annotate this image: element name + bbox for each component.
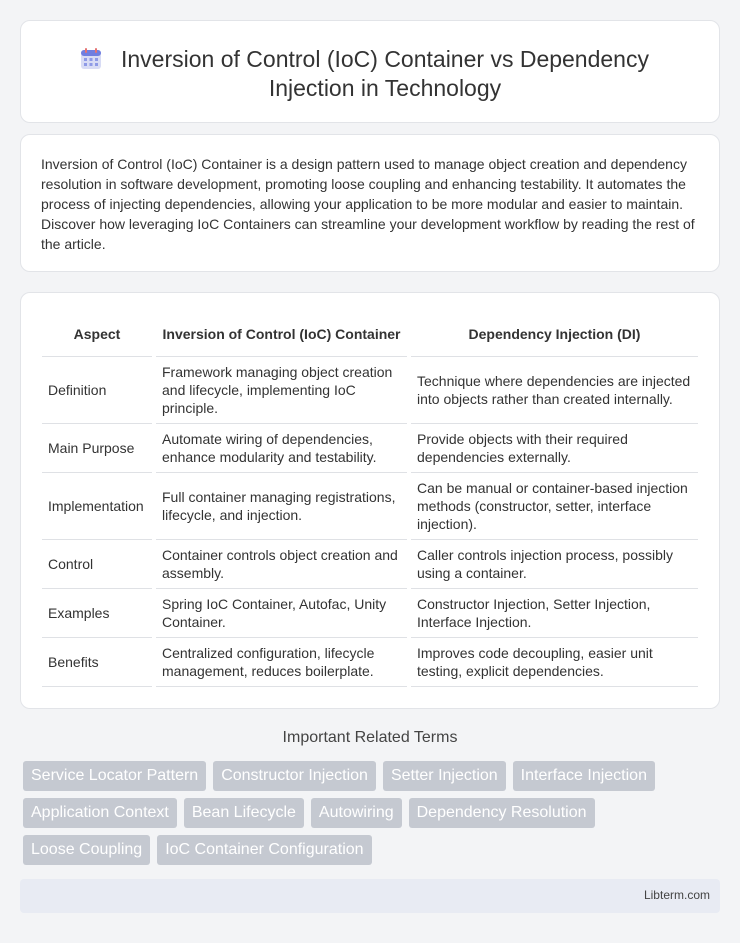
related-terms-title: Important Related Terms bbox=[282, 729, 458, 746]
row-aspect: Control bbox=[42, 540, 152, 589]
table-row bbox=[42, 589, 698, 638]
related-term-tag[interactable]: Application Context bbox=[23, 798, 177, 828]
header-ioc: Inversion of Control (IoC) Container bbox=[156, 311, 407, 357]
footer bbox=[20, 879, 720, 913]
row-di: Technique where dependencies are injected into objects rather than created internally. bbox=[411, 357, 698, 424]
row-ioc: Framework managing object creation and lifecycle, implementing IoC principle. bbox=[156, 357, 407, 424]
related-term-tag[interactable]: Service Locator Pattern bbox=[23, 761, 206, 791]
related-term-tag[interactable]: Interface Injection bbox=[513, 761, 655, 791]
related-term-tag[interactable]: Bean Lifecycle bbox=[184, 798, 304, 828]
row-ioc: Spring IoC Container, Autofac, Unity Container. bbox=[156, 589, 407, 638]
related-term-tag[interactable]: Dependency Resolution bbox=[409, 798, 595, 828]
related-term-tag[interactable]: IoC Container Configuration bbox=[157, 835, 371, 865]
comparison-table-card bbox=[20, 292, 720, 709]
footer-site-link[interactable]: Libterm.com bbox=[643, 888, 710, 902]
title-card bbox=[20, 20, 720, 123]
table-row bbox=[42, 424, 698, 473]
row-ioc: Centralized configuration, lifecycle management, reduces boilerplate. bbox=[156, 638, 407, 687]
row-di: Constructor Injection, Setter Injection, Interface Injection. bbox=[411, 589, 698, 638]
comparison-table bbox=[42, 311, 698, 687]
table-row bbox=[42, 540, 698, 589]
row-di: Improves code decoupling, easier unit testing, explicit dependencies. bbox=[411, 638, 698, 687]
row-ioc: Full container managing registrations, lifecycle, and injection. bbox=[156, 473, 407, 540]
row-aspect: Benefits bbox=[42, 638, 152, 687]
row-aspect: Examples bbox=[42, 589, 152, 638]
intro-paragraph: Inversion of Control (IoC) Container is a design pattern used to manage object creation and dependency resolution in software development, promoting loose coupling and enhancing testability. It automates the process of injecting dependencies, allowing your application to be more modular and easier to maintain. Discover how leveraging IoC Containers can streamline your development workflow by reading the rest of the article. bbox=[41, 156, 695, 252]
header-aspect: Aspect bbox=[42, 311, 152, 357]
intro-card bbox=[20, 134, 720, 272]
related-term-tag[interactable]: Setter Injection bbox=[383, 761, 506, 791]
row-di: Provide objects with their required dependencies externally. bbox=[411, 424, 698, 473]
related-term-tag[interactable]: Loose Coupling bbox=[23, 835, 150, 865]
row-ioc: Automate wiring of dependencies, enhance modularity and testability. bbox=[156, 424, 407, 473]
related-terms-list bbox=[23, 761, 703, 865]
table-row bbox=[42, 638, 698, 687]
row-di: Can be manual or container-based injection methods (constructor, setter, interface injection). bbox=[411, 473, 698, 540]
table-row bbox=[42, 357, 698, 424]
row-aspect: Main Purpose bbox=[42, 424, 152, 473]
page-title: Inversion of Control (IoC) Container vs Dependency Injection in Technology bbox=[121, 46, 649, 101]
row-ioc: Container controls object creation and assembly. bbox=[156, 540, 407, 589]
header-di: Dependency Injection (DI) bbox=[411, 311, 698, 357]
row-aspect: Definition bbox=[42, 357, 152, 424]
row-aspect: Implementation bbox=[42, 473, 152, 540]
table-header-row bbox=[42, 311, 698, 357]
row-di: Caller controls injection process, possibly using a container. bbox=[411, 540, 698, 589]
table-row bbox=[42, 473, 698, 540]
related-term-tag[interactable]: Constructor Injection bbox=[213, 761, 376, 791]
related-term-tag[interactable]: Autowiring bbox=[311, 798, 402, 828]
